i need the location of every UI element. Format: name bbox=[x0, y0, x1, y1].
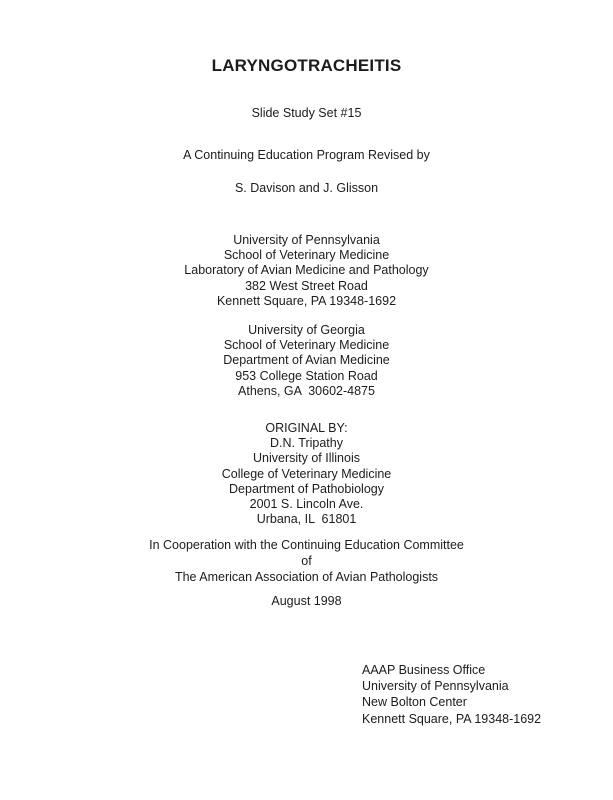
cooperation-block bbox=[0, 537, 613, 585]
page-title: LARYNGOTRACHEITIS bbox=[211, 56, 402, 75]
affiliation-penn bbox=[0, 233, 613, 309]
publication-date: August 1998 bbox=[271, 594, 342, 608]
business-office-line-3: New Bolton Center bbox=[362, 695, 467, 710]
affiliation-penn-line-4: 382 West Street Road bbox=[245, 278, 368, 293]
slide-set-subtitle: Slide Study Set #15 bbox=[251, 106, 362, 120]
affiliation-penn-line-3: Laboratory of Avian Medicine and Pathology bbox=[184, 263, 429, 278]
cooperation-line-2: of bbox=[301, 554, 312, 568]
affiliation-georgia-line-3: Department of Avian Medicine bbox=[223, 353, 390, 368]
business-office-line-4: Kennett Square, PA 19348-1692 bbox=[362, 711, 542, 726]
affiliation-georgia-line-2: School of Veterinary Medicine bbox=[223, 338, 390, 353]
affiliation-penn-line-1: University of Pennsylvania bbox=[233, 233, 380, 247]
original-affiliation-line-3: College of Veterinary Medicine bbox=[221, 466, 392, 481]
authors: S. Davison and J. Glisson bbox=[234, 181, 379, 195]
business-office-block bbox=[362, 662, 541, 727]
affiliation-penn-line-5: Kennett Square, PA 19348-1692 bbox=[216, 293, 397, 308]
original-affiliation-line-6: Urbana, IL 61801 bbox=[256, 512, 357, 527]
original-affiliation-line-4: Department of Pathobiology bbox=[229, 481, 384, 496]
cooperation-line-1: In Cooperation with the Continuing Education Committee bbox=[149, 538, 464, 552]
affiliation-penn-line-2: School of Veterinary Medicine bbox=[223, 248, 390, 263]
original-author-block bbox=[0, 421, 613, 527]
affiliation-georgia-line-1: University of Georgia bbox=[248, 323, 365, 337]
original-author-name: D.N. Tripathy bbox=[270, 436, 343, 451]
business-office-line-1: AAAP Business Office bbox=[362, 663, 486, 677]
original-affiliation-line-5: 2001 S. Lincoln Ave. bbox=[249, 497, 364, 512]
original-by-heading: ORIGINAL BY: bbox=[265, 421, 348, 435]
cooperation-line-3: The American Association of Avian Pathologists bbox=[174, 570, 439, 584]
affiliation-georgia-line-5: Athens, GA 30602-4875 bbox=[238, 383, 375, 398]
revised-by-label: A Continuing Education Program Revised by bbox=[183, 148, 430, 162]
affiliation-georgia bbox=[0, 323, 613, 399]
affiliation-georgia-line-4: 953 College Station Road bbox=[235, 368, 378, 383]
original-affiliation-line-2: University of Illinois bbox=[253, 451, 360, 466]
business-office-line-2: University of Pennsylvania bbox=[362, 679, 509, 694]
